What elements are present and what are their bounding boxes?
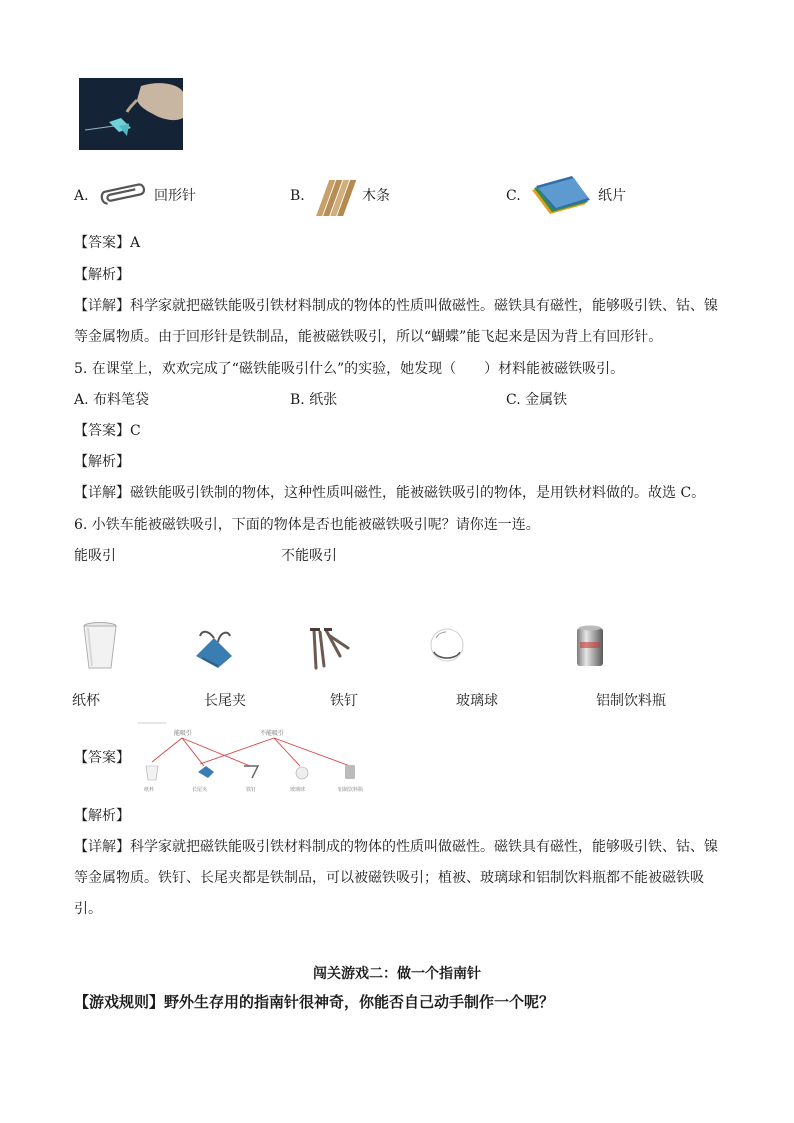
fig-item-4: 铝制饮料瓶	[338, 787, 364, 793]
paperclip-icon	[98, 180, 148, 212]
option-a-label: 回形针	[154, 188, 196, 204]
q6-detail-line-3: 引。	[74, 901, 102, 917]
game2-title: 闯关游戏二：做一个指南针	[313, 966, 481, 982]
q5-option-b: B. 纸张	[290, 392, 338, 408]
q5-option-a: A. 布料笔袋	[74, 392, 150, 408]
wood-strips-icon	[314, 178, 358, 222]
q5-analysis-heading: 【解析】	[74, 454, 130, 470]
item-aluminum-can: 铝制饮料瓶	[596, 693, 666, 709]
game2-rule-text: 野外生存用的指南针很神奇，你能否自己动手制作一个呢？	[164, 993, 555, 1011]
q5-detail: 【详解】磁铁能吸引铁制的物体，这种性质叫磁性，能被磁铁吸引的物体，是用铁材料做的。故选 C。	[74, 485, 706, 501]
q6-detail-line-1: 【详解】科学家就把磁铁能吸引铁材料制成的物体的性质叫做磁性。磁铁具有磁性，能够吸引铁、钴、镍	[74, 839, 718, 855]
q4-detail-line-1: 【详解】科学家就把磁铁能吸引铁材料制成的物体的性质叫做磁性。磁铁具有磁性，能够吸引铁、钴、镍	[74, 298, 718, 314]
q4-answer: 【答案】A	[74, 235, 141, 251]
fig-can-attract: 能吸引	[174, 730, 193, 737]
game2-rule-tag: 【游戏规则】	[74, 993, 165, 1011]
q5-option-c: C. 金属铁	[506, 392, 568, 408]
option-c: C.	[506, 188, 521, 204]
fig-item-2: 铁钉	[246, 787, 257, 793]
option-c-label: 纸片	[598, 188, 626, 204]
q4-analysis-heading: 【解析】	[74, 267, 130, 283]
item-paper-cup: 纸杯	[72, 693, 100, 709]
iron-nails-icon	[306, 626, 352, 676]
item-glass-ball: 玻璃球	[456, 693, 498, 709]
paper-cup-icon	[82, 622, 118, 674]
q5-question: 5. 在课堂上，欢欢完成了“磁铁能吸引什么”的实验，她发现（ ）材料能被磁铁吸引。	[74, 361, 625, 377]
item-iron-nail: 铁钉	[330, 693, 358, 709]
game2-rule	[74, 992, 554, 1012]
fig-item-0: 纸杯	[144, 787, 155, 793]
fig-item-3: 玻璃球	[290, 787, 306, 793]
option-a: A.	[74, 188, 89, 204]
can-attract-label: 能吸引	[74, 548, 116, 564]
q6-analysis-heading: 【解析】	[74, 808, 130, 824]
cannot-attract-label: 不能吸引	[281, 548, 337, 564]
q6-answer: 【答案】	[74, 750, 130, 766]
q6-answer-figure	[138, 722, 363, 797]
option-b: B.	[290, 188, 305, 204]
q6-detail-line-2: 等金属物质。铁钉、长尾夹都是铁制品，可以被磁铁吸引；植被、玻璃球和铝制饮料瓶都不能被磁铁吸	[74, 870, 704, 886]
fig-item-1: 长尾夹	[192, 787, 208, 793]
q6-question: 6. 小铁车能被磁铁吸引，下面的物体是否也能被磁铁吸引呢？请你连一连。	[74, 517, 540, 533]
glass-ball-icon	[428, 626, 466, 668]
q4-detail-line-2: 等金属物质。由于回形针是铁制品，能被磁铁吸引，所以“蝴蝶”能飞起来是因为背上有回形针。	[74, 329, 663, 345]
q5-answer: 【答案】C	[74, 423, 141, 439]
item-binder-clip: 长尾夹	[204, 693, 246, 709]
aluminum-can-icon	[574, 624, 606, 674]
fig-cannot-attract: 不能吸引	[260, 730, 285, 737]
option-b-label: 木条	[362, 188, 390, 204]
paper-pieces-icon	[528, 176, 590, 222]
magnet-butterfly-photo	[79, 78, 183, 150]
binder-clip-icon	[188, 626, 240, 676]
